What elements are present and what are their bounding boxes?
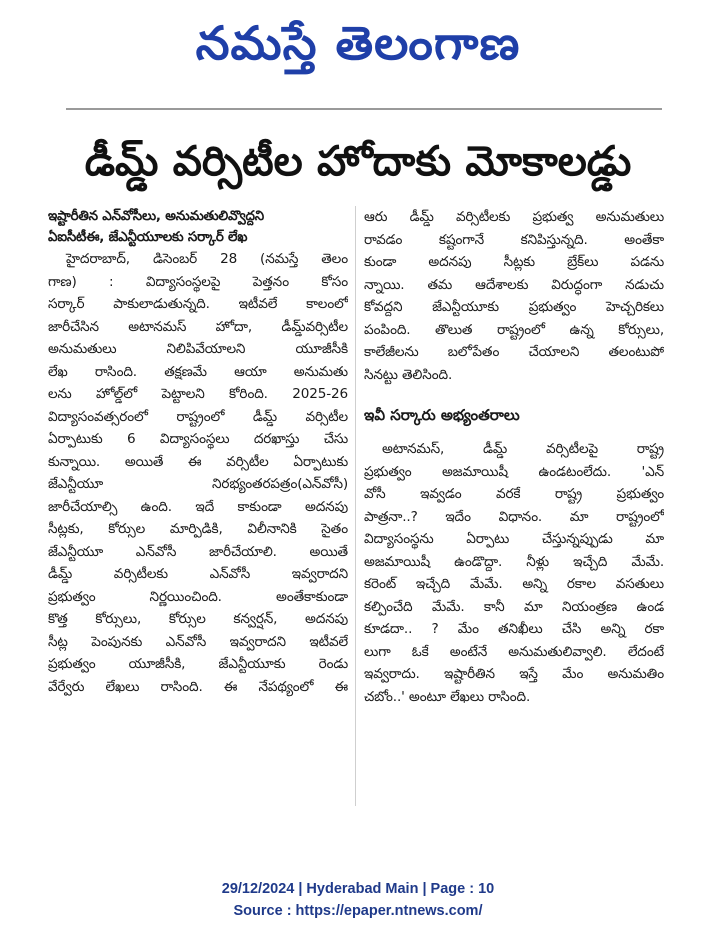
footer-source-link[interactable]: Source : https://epaper.ntnews.com/ bbox=[233, 903, 483, 919]
body-text-line: ప్రభుత్వం నిర్ణయించింది. అంతేకాకుండా bbox=[48, 588, 348, 605]
body-text-line: కరెంట్ ఇచ్చేది మేమే. అన్ని రకాల వసతులు bbox=[364, 576, 664, 592]
body-text-line: జేఎన్టీయూ ఎన్‌వోసీ జారీచేయాలి. అయితే bbox=[48, 543, 348, 560]
body-text-line: అటానమస్, డీమ్డ్ వర్సిటీలపై రాష్ట్ర bbox=[382, 441, 664, 457]
body-text-line: జారీచేసిన అటానమస్ హోదా, డీమ్డ్‌వర్సిటీల bbox=[48, 318, 348, 335]
body-text-line: జారీచేయాల్సి ఉంది. ఇదే కాకుండా అదనపు bbox=[48, 498, 348, 515]
body-text-line: చబోం..' అంటూ లేఖలు రాసింది. bbox=[364, 688, 531, 705]
body-text-line: ప్రభుత్వం యూజీసీకి, జేఎన్టీయూకు రెండు bbox=[48, 656, 348, 672]
body-text-line: విద్యాసంవత్సరంలో రాష్ట్రంలో డీమ్డ్ వర్సిటీల bbox=[48, 408, 348, 425]
body-text-line: సీట్లకు, కోర్సుల మార్పిడికి, విలీనానికి సైతం bbox=[48, 521, 348, 537]
body-text-line: అనుమతులు నిలిపివేయాలని యూజీసీకి bbox=[48, 341, 348, 357]
body-text-line: కొత్త కోర్సులు, కోర్సుల కన్వర్షన్, అదనపు bbox=[48, 611, 348, 627]
body-text-line: లను హోల్డ్‌లో పెట్టాలని కోరింది. 2025-26 bbox=[48, 386, 348, 402]
body-text-line: కున్నాయి. అయితే ఈ వర్సిటీల ఏర్పాటుకు bbox=[48, 453, 348, 470]
subheadline-line: ఏఐసీటీఈ, జేఎన్టీయూలకు సర్కార్ లేఖ bbox=[48, 230, 248, 245]
column-divider bbox=[355, 206, 356, 806]
body-text-line: అజమాయిషీ ఉండొద్దా. నీళ్లు ఇచ్చేది మేమే. bbox=[364, 553, 664, 570]
body-text-line: ఏర్పాటుకు 6 విద్యాసంస్థలు దరఖాస్తు చేసు bbox=[48, 431, 348, 447]
article-headline: డీమ్డ్ వర్సిటీల హోదాకు మోకాలడ్డు bbox=[84, 137, 632, 185]
body-text-line: ప్రభుత్వం అజమాయిషీ ఉండటంలేదు. 'ఎన్ bbox=[364, 463, 664, 480]
body-text-line: కల్పించేది మేమే. కానీ మా నియంత్రణ ఉండ bbox=[364, 598, 664, 615]
masthead-divider bbox=[66, 108, 662, 110]
body-text-line: న్నాయి. తమ ఆదేశాలకు విరుద్ధంగా నడుచు bbox=[364, 276, 664, 293]
body-text-line: కాలేజీలను బలోపేతం చేయాలని తలంటుపో bbox=[364, 344, 664, 360]
article-column-left bbox=[48, 206, 348, 818]
article-column-right bbox=[364, 206, 664, 818]
body-text-line: హైదరాబాద్, డిసెంబర్ 28 (నమస్తే తెలం bbox=[66, 251, 348, 267]
body-text-line: వోసీ ఇవ్వడం వరకే రాష్ట్ర ప్రభుత్వం bbox=[364, 486, 664, 502]
body-text-line: పంపింది. తొలుత రాష్ట్రంలో ఉన్న కోర్సులు, bbox=[364, 321, 664, 338]
body-text-line: సీట్ల పెంపునకు ఎన్‌వోసీ ఇవ్వరాదని ఇటీవలే bbox=[48, 633, 348, 650]
body-text-line: ఆరు డీమ్డ్ వర్సిటీలకు ప్రభుత్వ అనుమతులు bbox=[364, 209, 664, 225]
body-text-line: జేఎన్టీయూ నిరభ్యంతరపత్రం(ఎన్‌వోసీ) bbox=[48, 476, 348, 492]
body-text-line: డీమ్డ్ వర్సిటీలకు ఎన్‌వోసీ ఇవ్వరాదని bbox=[48, 566, 348, 582]
body-text-line: విద్యాసంస్థను ఏర్పాటు చేస్తున్నప్పుడు మా bbox=[364, 531, 664, 547]
body-text-line: పాత్రనా..? ఇదేం విధానం. మా రాష్ట్రంలో bbox=[364, 508, 664, 525]
section-heading: ఇవీ సర్కారు అభ్యంతరాలు bbox=[364, 406, 520, 424]
body-text-line: వేర్వేరు లేఖలు రాసింది. ఈ నేపథ్యంలో ఈ bbox=[48, 678, 348, 695]
body-text-line: ఇవ్వరాదు. ఇష్టారీతిన ఇస్తే మేం అనుమతిం bbox=[364, 666, 664, 682]
body-text-line: లుగా ఓకే అంటేనే అనుమతులివ్వాలి. లేదంటే bbox=[364, 643, 664, 660]
masthead-logo: నమస్తే తెలంగాణ bbox=[195, 16, 521, 70]
body-text-line: లేఖ రాసింది. తక్షణమే ఆయా అనుమతు bbox=[48, 363, 348, 380]
body-text-line: కూడదా.. ? మేం తనిఖీలు చేసి అన్ని రకా bbox=[364, 621, 664, 637]
body-text-line: సర్కార్ పాకులాడుతున్నది. ఇటీవలే కాలంలో bbox=[48, 296, 348, 312]
body-text-line: కోవద్దని జేఎన్టీయూకు ప్రభుత్వం హెచ్చరికలు bbox=[364, 299, 664, 315]
body-text-line: కుండా అదనపు సీట్లకు బ్రేక్‌లు పడను bbox=[364, 254, 664, 270]
body-text-line: సినట్టు తెలిసింది. bbox=[364, 366, 453, 383]
body-text-line: గాణ) : విద్యాసంస్థలపై పెత్తనం కోసం bbox=[48, 273, 348, 290]
body-text-line: రావడం కష్టంగానే కనిపిస్తున్నది. అంతేకా bbox=[364, 231, 664, 248]
subheadline-line: ఇష్టారీతిన ఎన్‌వోసీలు, అనుమతులివ్వొద్దని bbox=[48, 209, 264, 224]
footer-date-edition: 29/12/2024 | Hyderabad Main | Page : 10 bbox=[221, 881, 495, 897]
